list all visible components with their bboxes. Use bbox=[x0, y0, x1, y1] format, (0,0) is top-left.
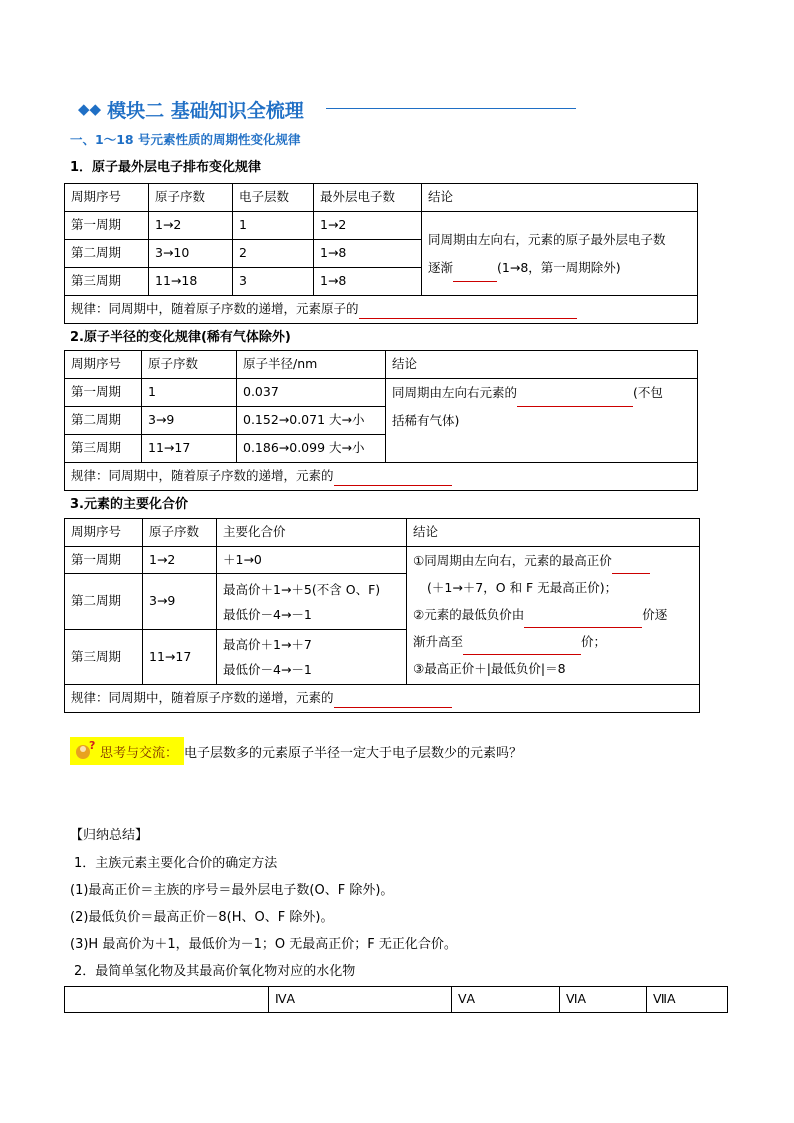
rule-row bbox=[65, 685, 700, 713]
conclusion-cell bbox=[386, 379, 698, 463]
answer-blank[interactable] bbox=[612, 559, 650, 574]
answer-blank[interactable] bbox=[463, 640, 581, 655]
answer-blank[interactable] bbox=[359, 304, 577, 319]
header-cell: 原子序数 bbox=[143, 519, 217, 547]
table-electron-arrangement bbox=[64, 183, 698, 324]
table-atomic-radius bbox=[64, 350, 698, 491]
header-cell: 原子序数 bbox=[149, 184, 233, 212]
conclusion-line: 同周期由左向右元素的 (不包 bbox=[392, 379, 691, 407]
header-cell: 原子序数 bbox=[142, 351, 237, 379]
summary-paragraph: 2．最简单氢化物及其最高价氧化物对应的水化物 bbox=[74, 964, 356, 979]
conclusion-line: ③最高正价＋|最低负价|＝8 bbox=[413, 661, 566, 676]
cell: 3→10 bbox=[149, 240, 233, 268]
header-cell: 原子半径/nm bbox=[237, 351, 386, 379]
conclusion-cell bbox=[422, 212, 698, 296]
cell: ＋1→0 bbox=[217, 547, 407, 574]
cell: 1→8 bbox=[314, 240, 422, 268]
svg-text:?: ? bbox=[89, 740, 96, 752]
cell: 第一周期 bbox=[65, 547, 143, 574]
title-rule bbox=[326, 108, 576, 109]
header-cell: 电子层数 bbox=[233, 184, 314, 212]
cell: 0.037 bbox=[237, 379, 386, 407]
cell-line: 最高价＋1→＋5(不含 O、F) bbox=[223, 581, 381, 597]
rule-cell: 规律：同周期中，随着原子序数的递增，元素原子的 bbox=[65, 296, 698, 324]
table-header-row bbox=[65, 184, 698, 212]
answer-blank[interactable] bbox=[334, 693, 452, 708]
module-title bbox=[78, 96, 304, 122]
header-cell: 周期序号 bbox=[65, 184, 149, 212]
cell: 2 bbox=[233, 240, 314, 268]
header-cell: 最外层电子数 bbox=[314, 184, 422, 212]
table2-title: 2.原子半径的变化规律(稀有气体除外) bbox=[70, 330, 291, 345]
answer-blank[interactable] bbox=[517, 392, 633, 407]
cell: 第二周期 bbox=[65, 240, 149, 268]
table-header-row bbox=[65, 987, 728, 1013]
answer-blank[interactable] bbox=[524, 613, 642, 628]
header-cell bbox=[65, 987, 269, 1013]
table-row bbox=[65, 547, 700, 574]
conclusion-line: 渐升高至 价； bbox=[413, 628, 693, 655]
table-header-row bbox=[65, 351, 698, 379]
rule-row bbox=[65, 296, 698, 324]
cell: 11→17 bbox=[143, 630, 217, 685]
conclusion-cell bbox=[407, 547, 700, 685]
cell: 第二周期 bbox=[65, 407, 142, 435]
cell bbox=[217, 574, 407, 630]
rule-cell: 规律：同周期中，随着原子序数的递增，元素的 bbox=[65, 685, 700, 713]
cell: 3→9 bbox=[143, 574, 217, 630]
cell: 11→18 bbox=[149, 268, 233, 296]
think-discuss-label: 思考与交流： bbox=[100, 745, 179, 761]
table-row bbox=[65, 212, 698, 240]
rule-row bbox=[65, 463, 698, 491]
cell: 11→17 bbox=[142, 435, 237, 463]
think-discuss-tag bbox=[70, 737, 184, 765]
summary-heading: 【归纳总结】 bbox=[70, 828, 149, 843]
cell: 1 bbox=[233, 212, 314, 240]
header-cell: 结论 bbox=[386, 351, 698, 379]
header-cell: 周期序号 bbox=[65, 519, 143, 547]
conclusion-line: 逐渐 (1→8，第一周期除外) bbox=[428, 254, 691, 282]
header-cell: 结论 bbox=[422, 184, 698, 212]
conclusion-line: (＋1→＋7，O 和 F 无最高正价)； bbox=[427, 580, 618, 595]
think-discuss-question: 电子层数多的元素原子半径一定大于电子层数少的元素吗？ bbox=[184, 745, 523, 761]
cell: 0.152→0.071 大→小 bbox=[237, 407, 386, 435]
conclusion-line: ②元素的最低负价由 价逐 bbox=[413, 601, 693, 628]
header-cell: 周期序号 bbox=[65, 351, 142, 379]
summary-paragraph: (3)H 最高价为＋1，最低价为－1；O 无最高正价；F 无正化合价。 bbox=[70, 937, 457, 952]
module-title-text: 模块二 基础知识全梳理 bbox=[107, 99, 304, 122]
cell: 1→2 bbox=[314, 212, 422, 240]
cell-line: 最高价＋1→＋7 bbox=[223, 637, 312, 652]
double-chevron-icon: ◆◆ bbox=[78, 100, 102, 118]
table3-title: 3.元素的主要化合价 bbox=[70, 497, 188, 512]
cell: 第三周期 bbox=[65, 268, 149, 296]
think-discuss bbox=[70, 738, 522, 764]
header-cell: ⅦA bbox=[647, 987, 728, 1013]
cell-line: 最低价－4→－1 bbox=[223, 662, 312, 677]
cell bbox=[217, 630, 407, 685]
cell: 3→9 bbox=[142, 407, 237, 435]
cell: 1→2 bbox=[149, 212, 233, 240]
header-cell: 结论 bbox=[407, 519, 700, 547]
cell: 3 bbox=[233, 268, 314, 296]
conclusion-line: ①同周期由左向右，元素的最高正价 bbox=[413, 547, 693, 574]
cell: 第一周期 bbox=[65, 379, 142, 407]
header-cell: 主要化合价 bbox=[217, 519, 407, 547]
cell-line: 最低价－4→－1 bbox=[223, 606, 312, 622]
table1-title: 1．原子最外层电子排布变化规律 bbox=[70, 160, 262, 175]
question-person-icon bbox=[74, 740, 96, 762]
conclusion-line: 同周期由左向右，元素的原子最外层电子数 bbox=[428, 231, 666, 247]
summary-paragraph: (2)最低负价＝最高正价－8(H、O、F 除外)。 bbox=[70, 910, 334, 925]
cell: 1 bbox=[142, 379, 237, 407]
rule-cell: 规律：同周期中，随着原子序数的递增，元素的 bbox=[65, 463, 698, 491]
summary-paragraph: (1)最高正价＝主族的序号＝最外层电子数(O、F 除外)。 bbox=[70, 883, 394, 898]
header-cell: ⅤA bbox=[452, 987, 560, 1013]
cell: 1→8 bbox=[314, 268, 422, 296]
table-valence bbox=[64, 518, 700, 713]
section-title: 一、1～18 号元素性质的周期性变化规律 bbox=[70, 132, 301, 147]
cell: 0.186→0.099 大→小 bbox=[237, 435, 386, 463]
answer-blank[interactable] bbox=[334, 471, 452, 486]
summary-paragraph: 1．主族元素主要化合价的确定方法 bbox=[74, 856, 278, 871]
table-row bbox=[65, 379, 698, 407]
cell: 1→2 bbox=[143, 547, 217, 574]
header-cell: ⅥA bbox=[560, 987, 647, 1013]
cell: 第三周期 bbox=[65, 435, 142, 463]
cell: 第二周期 bbox=[65, 574, 143, 630]
cell: 第三周期 bbox=[65, 630, 143, 685]
header-cell: ⅣA bbox=[269, 987, 452, 1013]
table-hydrides bbox=[64, 986, 728, 1013]
table-header-row bbox=[65, 519, 700, 547]
answer-blank[interactable] bbox=[453, 267, 497, 282]
cell: 第一周期 bbox=[65, 212, 149, 240]
conclusion-line: 括稀有气体) bbox=[392, 413, 460, 428]
